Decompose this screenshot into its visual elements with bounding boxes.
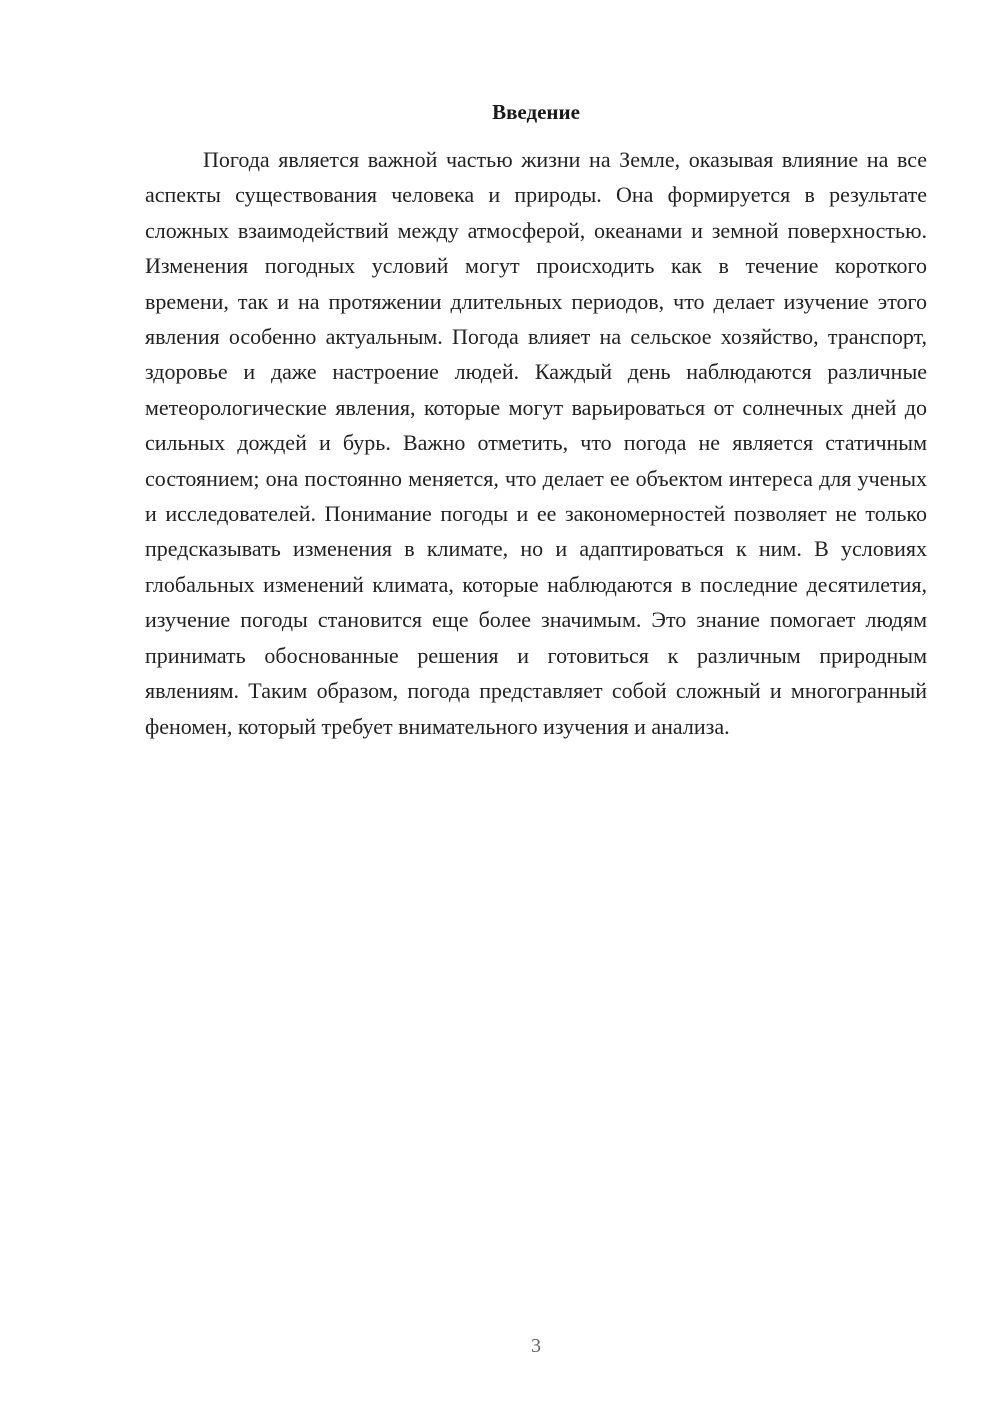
page-number: 3 [531, 1335, 541, 1357]
intro-paragraph: Погода является важной частью жизни на Земле, оказывая влияние на все аспекты существования человека и природы. Она формируется в результате сложных взаимодействий между атмосферой, океанами и земной поверхностью. Изменения погодных условий могут происходить как в течение короткого времени, так и на протяжении длительных периодов, что делает изучение этого явления особенно актуальным. Погода влияет на сельское хозяйство, транспорт, здоровье и даже настроение людей. Каждый день наблюдаются различные метеорологические явления, которые могут варьироваться от солнечных дней до сильных дождей и бурь. Важно отметить, что погода не является статичным состоянием; она постоянно меняется, что делает ее объектом интереса для ученых и исследователей. Понимание погоды и ее закономерностей позволяет не только предсказывать изменения в климате, но и адаптироваться к ним. В условиях глобальных изменений климата, которые наблюдаются в последние десятилетия, изучение погоды становится еще более значимым. Это знание помогает людям принимать обоснованные решения и готовиться к различным природным явлениям. Таким образом, погода представляет собой сложный и многогранный феномен, который требует внимательного изучения и анализа. [145, 147, 927, 739]
section-heading: Введение [492, 100, 580, 124]
